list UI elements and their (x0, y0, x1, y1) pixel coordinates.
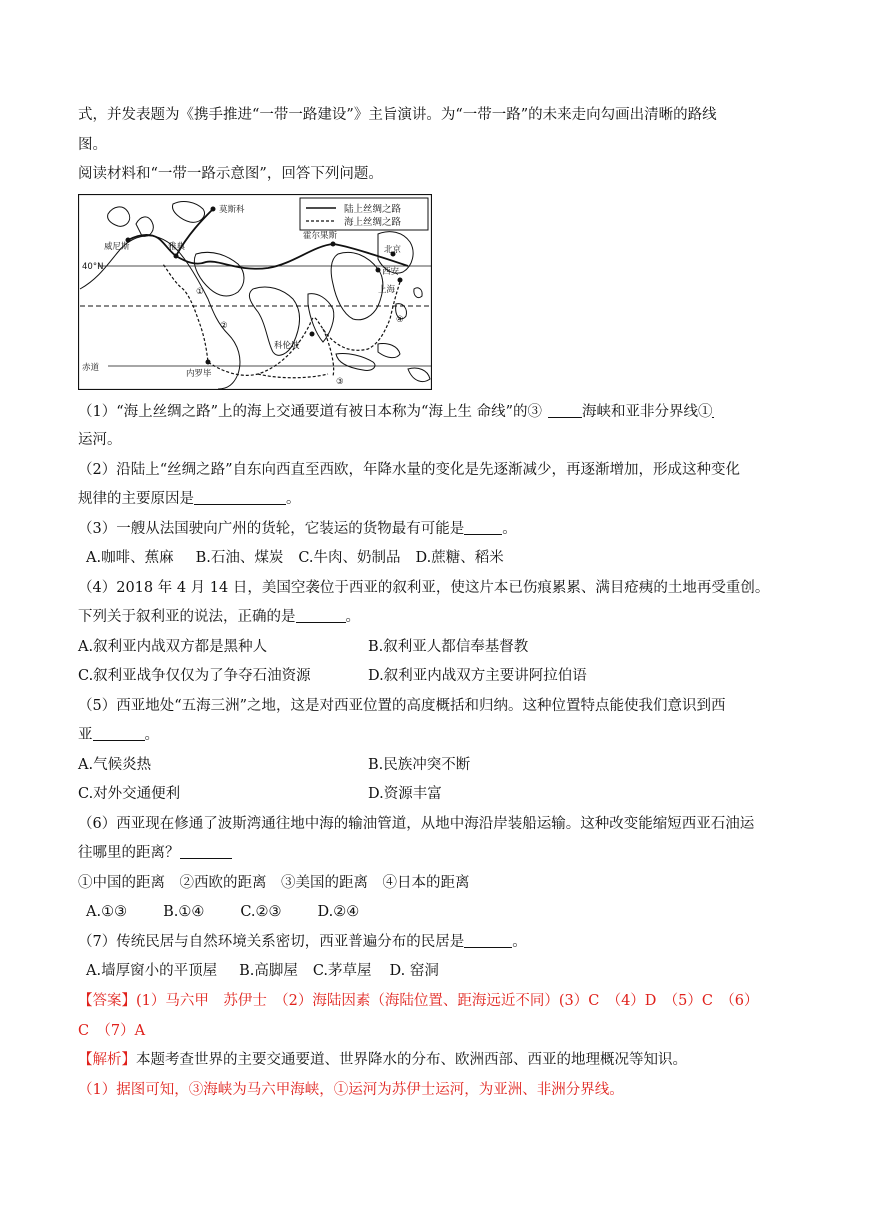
q3-stem: （3）一艘从法国驶向广州的货轮，它装运的货物最有可能是 。 (78, 521, 517, 537)
q6-option-c: C.②③ (240, 904, 282, 920)
q2-blank (194, 489, 286, 505)
q1-blank-2 (712, 402, 714, 418)
q5-option-c: C.对外交通便利 (78, 786, 181, 802)
intro-line-1: 式，并发表题为《携手推进“一带一路建设”》主旨演讲。为“一带一路”的未来走向勾画出清晰的路线 (78, 107, 717, 123)
answer-tag: 【答案】 (78, 993, 136, 1009)
marker-2: ② (220, 321, 228, 331)
legend-land-label: 陆上丝绸之路 (344, 204, 402, 215)
q2-line-1: （2）沿陆上“丝绸之路”自东向西直至西欧，年降水量的变化是先逐渐减少，再逐渐增加，形成这种变化 (78, 462, 741, 478)
intro-line-3: 阅读材料和“一带一路示意图”，回答下列问题。 (78, 166, 383, 182)
q6-option-d: D.②④ (317, 904, 360, 920)
q6-options (78, 902, 798, 922)
marker-4: ④ (396, 315, 404, 325)
analysis-line-1: 【解析】本题考查世界的主要交通要道、世界降水的分布、欧洲西部、西亚的地理概况等知识。 (78, 1052, 687, 1068)
q5-options-row-2 (78, 784, 798, 804)
q5-line-2: 亚 。 (78, 727, 159, 743)
q3-option-b: B.石油、煤炭 (195, 550, 284, 566)
label-nairobi: 内罗毕 (186, 369, 212, 379)
label-athens: 雅典 (168, 242, 186, 252)
q4-blank (296, 607, 346, 623)
q7-option-d: D. 窑洞 (389, 963, 439, 979)
answer-line-1: 【答案】(1）马六甲 苏伊士 （2）海陆因素（海陆位置、距海远近不同）(3）C （4）D （5）C （6） (78, 993, 759, 1009)
q5-blank (93, 725, 145, 741)
q4-option-d: D.叙利亚内战双方主要讲阿拉伯语 (368, 668, 587, 684)
label-equator: 赤道 (82, 363, 100, 373)
q5-line-1: （5）西亚地处“五海三洲”之地，这是对西亚位置的高度概括和归纳。这种位置特点能使我们意识到西 (78, 698, 726, 714)
label-khorgos: 霍尔果斯 (303, 231, 338, 241)
q7-option-b: B.高脚屋 (239, 963, 298, 979)
label-colombo: 科伦坡 (274, 341, 300, 351)
q6-items: ①中国的距离 ②西欧的距离 ③美国的距离 ④日本的距离 (78, 875, 470, 891)
belt-road-map (78, 194, 432, 390)
label-venice: 威尼斯 (104, 242, 130, 252)
label-moscow: 莫斯科 (219, 205, 245, 215)
q6-option-a: A.①③ (86, 904, 128, 920)
label-shanghai: 上海 (378, 285, 396, 295)
label-40n: 40°N (82, 262, 104, 272)
marker-3: ③ (336, 377, 344, 387)
marker-1: ① (196, 287, 204, 297)
q4-options-row-1 (78, 637, 798, 657)
q5-option-d: D.资源丰富 (368, 786, 442, 802)
q7-options (78, 961, 798, 981)
legend-sea-label: 海上丝绸之路 (344, 217, 402, 228)
q4-option-b: B.叙利亚人都信奉基督教 (368, 639, 529, 655)
q5-options-row-1 (78, 755, 798, 775)
q2-line-2: 规律的主要原因是 。 (78, 491, 301, 507)
q1-blank-1 (548, 402, 582, 418)
q4-line-1: （4）2018 年 4 月 14 日，美国空袭位于西亚的叙利亚，使这片本已伤痕累累、满目疮痍的土地再受重创。 (78, 580, 770, 596)
label-xian: 西安 (382, 267, 400, 277)
answer-line-2: C （7）A (78, 1023, 146, 1039)
q3-options (78, 548, 798, 568)
q7-option-a: A.墙厚窗小的平顶屋 (86, 963, 218, 979)
q3-option-c: C.牛肉、奶制品 (298, 550, 401, 566)
analysis-tag: 【解析】 (78, 1052, 136, 1068)
q6-line-2: 往哪里的距离？ (78, 843, 798, 863)
q1-line-1: （1）“海上丝绸之路”上的海上交通要道有被日本称为“海上生 命线”的③ 海峡和亚非分界线① (78, 404, 713, 420)
label-beijing: 北京 (384, 245, 402, 255)
q7-stem: （7）传统民居与自然环境关系密切，西亚普遍分布的民居是 。 (78, 934, 527, 950)
q6-option-b: B.①④ (163, 904, 205, 920)
intro-line-2: 图。 (78, 137, 107, 153)
q4-option-a: A.叙利亚内战双方都是黑种人 (78, 639, 268, 655)
q4-options-row-2 (78, 666, 798, 686)
q5-option-a: A.气候炎热 (78, 757, 152, 773)
analysis-line-2: （1）据图可知，③海峡为马六甲海峡，①运河为苏伊士运河，为亚洲、非洲分界线。 (78, 1082, 624, 1098)
q5-option-b: B.民族冲突不断 (368, 757, 471, 773)
q6-blank (180, 843, 232, 859)
q4-option-c: C.叙利亚战争仅仅为了争夺石油资源 (78, 668, 311, 684)
q3-option-d: D.蔗糖、稻米 (415, 550, 504, 566)
q6-line-1: （6）西亚现在修通了波斯湾通往地中海的输油管道，从地中海沿岸装船运输。这种改变能缩短西亚石油运 (78, 816, 755, 832)
q7-option-c: C.茅草屋 (312, 963, 372, 979)
q1-line-2: 运河。 (78, 432, 122, 448)
q3-option-a: A.咖啡、蕉麻 (86, 550, 174, 566)
q7-blank (464, 932, 512, 948)
q4-line-2: 下列关于叙利亚的说法，正确的是 。 (78, 609, 360, 625)
q3-blank (464, 519, 502, 535)
